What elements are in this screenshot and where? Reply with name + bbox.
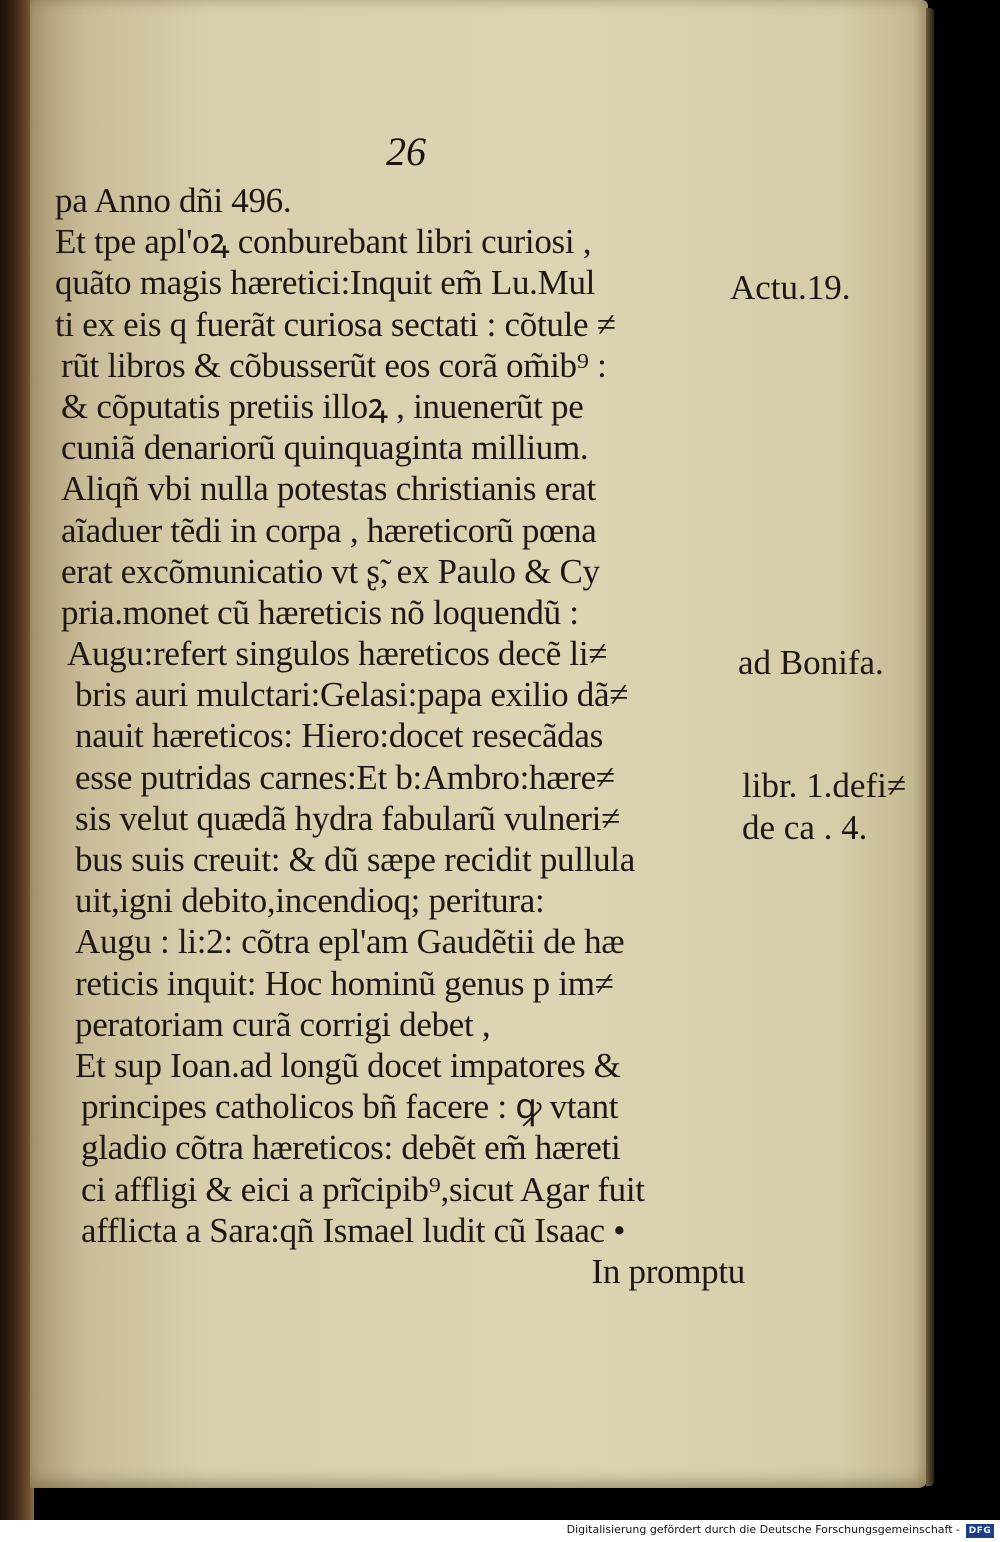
text-line: bus suis creuit: & dũ sæpe recidit pullula: [75, 840, 635, 879]
footer-credit: Digitalisierung gefördert durch die Deutsche Forschungsgemeinschaft -: [566, 1523, 960, 1536]
margin-note-libr: libr. 1.defi≠: [742, 766, 907, 805]
catchword: In promptu: [591, 1251, 745, 1291]
page-number: 26: [386, 129, 426, 174]
text-line: bris auri mulctari:Gelasi:papa exilio dã≠: [75, 675, 629, 715]
text-line: uit,igni debito,incendioq; peritura:: [75, 881, 545, 921]
text-line: rũt libros & cõbusserũt eos corã om̃ib⁹ :: [61, 345, 607, 385]
text-line: esse putridas carnes:Et b:Ambro:hære≠: [75, 757, 615, 797]
text-line: afflicta a Sara:qñ Ismael ludit cũ Isaac •: [81, 1210, 626, 1250]
text-line: aĩaduer tẽdi in corpa , hæreticorũ pœna: [61, 510, 597, 550]
text-line: principes catholicos bñ facere : ꝙ vtant: [81, 1087, 619, 1127]
text-line: Aliqñ vbi nulla potestas christianis erat: [61, 469, 596, 509]
margin-note-bonifa: ad Bonifa.: [738, 643, 884, 682]
text-line: nauit hæreticos: Hiero:docet resecãdas: [75, 716, 603, 756]
text-line: ci affligi & eici a prĩcipib⁹,sicut Agar fuit: [81, 1169, 645, 1209]
text-line: cuniã denariorũ quinquaginta millium.: [61, 428, 589, 468]
text-line: reticis inquit: Hoc hominũ genus p im≠: [75, 963, 614, 1003]
text-line: gladio cõtra hæreticos: debẽt em̃ hæreti: [81, 1128, 621, 1168]
text-line: & cõputatis pretiis illoꝝ , inuenerũt pe: [61, 386, 584, 426]
text-line: pria.monet cũ hæreticis nõ loquendũ :: [61, 592, 579, 632]
text-line: quãto magis hæretici:Inquit em̃ Lu.Mul: [55, 263, 596, 303]
text-line: sis velut quædã hydra fabularũ vulneri≠: [75, 798, 621, 838]
text-line: Augu:refert singulos hæreticos decẽ li≠: [67, 634, 608, 674]
margin-note-actu: Actu.19.: [730, 268, 851, 307]
dfg-logo: DFG: [966, 1524, 994, 1538]
text-line: Et sup Ioan.ad longũ docet impatores &: [75, 1045, 621, 1085]
main-text-block: [55, 180, 745, 1292]
text-line: ti ex eis q fuerãt curiosa sectati : cõtule ≠: [55, 304, 616, 344]
text-line: Augu : li:2: cõtra epl'am Gaudẽtii de hæ: [75, 922, 625, 962]
text-line: Et tpe apl'oꝝ conburebant libri curiosi ,: [55, 222, 592, 262]
text-line: peratoriam curã corrigi debet ,: [75, 1004, 491, 1044]
text-line: pa Anno dñi 496.: [55, 181, 292, 220]
book-binding: [0, 0, 34, 1520]
page-edge: [926, 8, 934, 1486]
margin-note-deca: de ca . 4.: [742, 808, 868, 847]
text-line: erat excõmunicatio vt ʂ̃, ex Paulo & Cy: [61, 551, 600, 591]
